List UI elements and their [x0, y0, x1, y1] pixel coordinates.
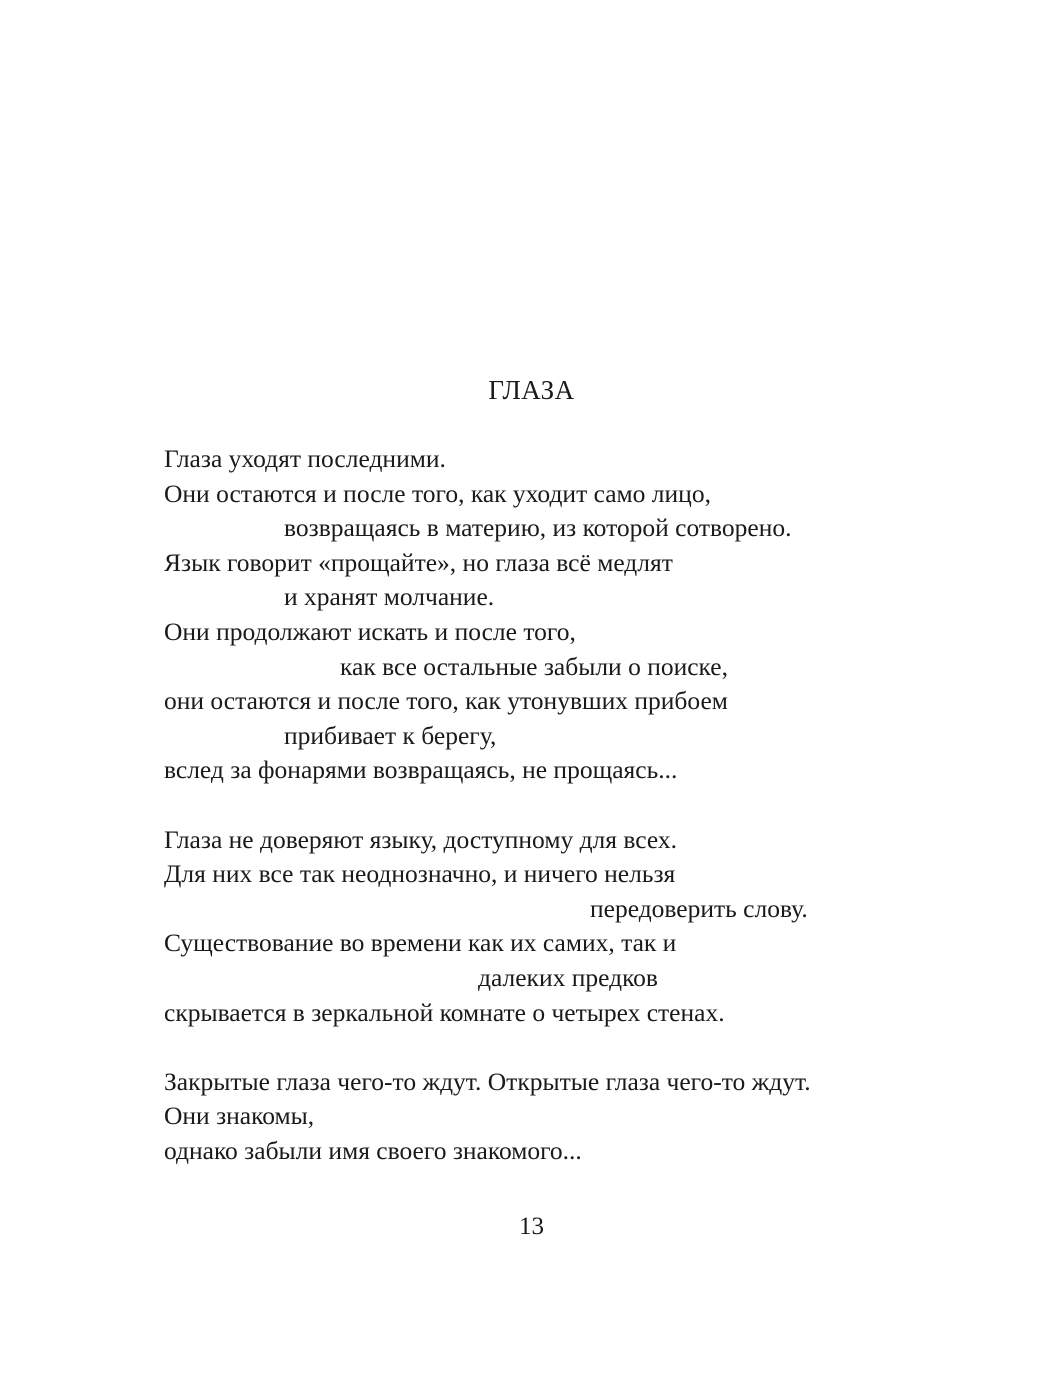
poem-line-indented: прибивает к берегу,	[284, 720, 497, 750]
poem-line-indented: передоверить слову.	[590, 893, 808, 923]
poem-line: Глаза уходят последними.	[164, 444, 446, 473]
poem-line: Существование во времени как их самих, так и	[164, 928, 677, 958]
poem-body	[164, 442, 924, 1168]
page-number: 13	[519, 1213, 544, 1240]
stanza-3	[164, 1065, 924, 1169]
poem-line: скрывается в зеркальной комнате о четырех стенах.	[164, 997, 725, 1027]
poem-line: вслед за фонарями возвращаясь, не прощаясь...	[164, 755, 678, 785]
stanza-2	[164, 823, 924, 1031]
poem-line: Они продолжают искать и после того,	[164, 616, 576, 646]
poem-line-indented: далеких предков	[478, 962, 658, 992]
poem-line: Язык говорит «прощайте», но глаза всё медлят	[164, 547, 673, 577]
poem-line-indented: и хранят молчание.	[284, 582, 495, 612]
poem-line: Для них все так неоднозначно, и ничего нельзя	[164, 859, 676, 889]
poem-line-indented: как все остальные забыли о поиске,	[340, 651, 729, 681]
poem-line: Они остаются и после того, как уходит само лицо,	[164, 478, 711, 508]
poem-line: Они знакомы,	[164, 1101, 315, 1131]
stanza-1	[164, 442, 924, 788]
poem-line: они остаются и после того, как утонувших прибоем	[164, 686, 728, 716]
poem-line: Глаза не доверяют языку, доступному для всех.	[164, 824, 678, 854]
poem-line-indented: возвращаясь в материю, из которой сотворено.	[284, 513, 792, 543]
poem-title: ГЛАЗА	[488, 375, 575, 405]
stanza-break	[164, 1030, 924, 1065]
stanza-break	[164, 788, 924, 823]
poem-line: однако забыли имя своего знакомого...	[164, 1135, 582, 1165]
poem-line: Закрытые глаза чего-то ждут. Открытые глаза чего-то ждут.	[164, 1066, 811, 1096]
